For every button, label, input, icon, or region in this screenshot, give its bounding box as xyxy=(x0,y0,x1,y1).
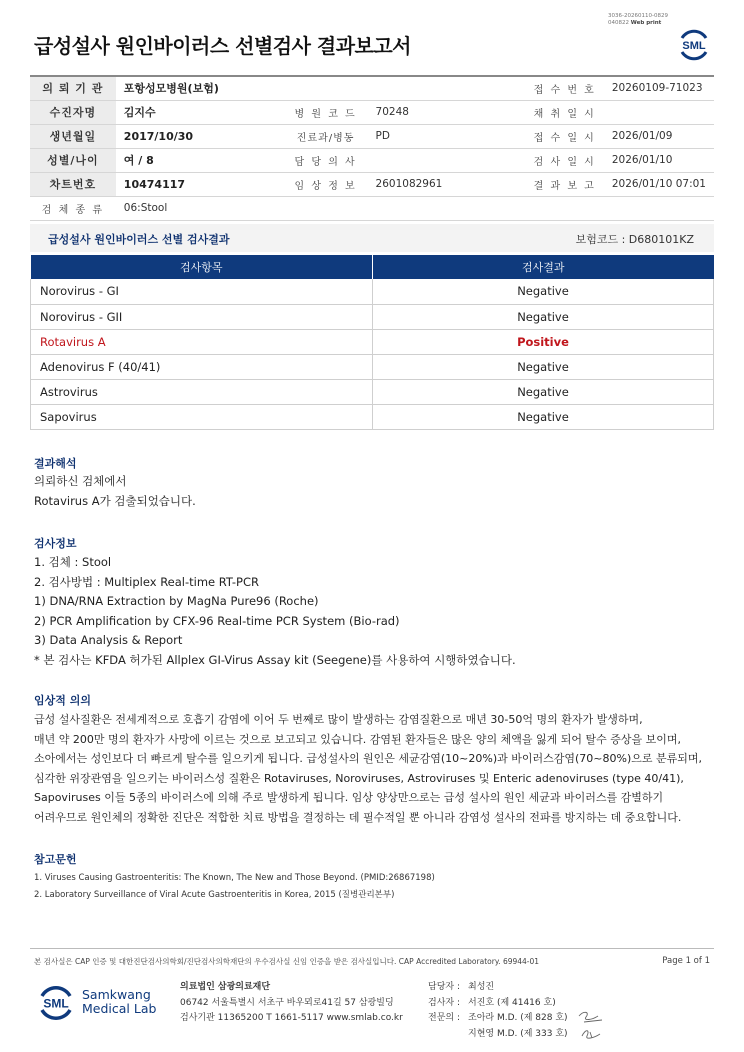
references-title: 참고문헌 xyxy=(34,853,77,866)
table-row xyxy=(31,354,714,379)
value-received-date: 2026/01/09 xyxy=(604,124,714,148)
value-patient-name: 김지수 xyxy=(116,100,284,124)
test-result: Negative xyxy=(373,404,714,429)
staff-row: 지현영 M.D. (제 333 호) xyxy=(468,1028,568,1039)
label-test-date: 검 사 일 시 xyxy=(526,148,604,172)
page-title: 급성설사 원인바이러스 선별검사 결과보고서 xyxy=(34,34,411,58)
label-clinical-info: 임 상 정 보 xyxy=(284,172,368,196)
label-department: 진료과/병동 xyxy=(284,124,368,148)
reference-item: 1. Viruses Causing Gastroenteritis: The Known, The New and Those Beyond. (PMID:26867198) xyxy=(34,873,435,883)
label-collection-date: 채 취 일 시 xyxy=(526,100,604,124)
staff-row: 전문의 : 조아라 M.D. (제 828 호) xyxy=(428,1013,568,1023)
test-info-line: 1) DNA/RNA Extraction by MagNa Pure96 (Roche) xyxy=(34,594,319,608)
test-result: Negative xyxy=(373,379,714,404)
svg-text:SML: SML xyxy=(43,996,69,1011)
print-code xyxy=(608,13,668,27)
clinical-line: Sapoviruses 이들 5종의 바이러스에 의해 주로 발생하게 됩니다. 임상 양상만으로는 급성 설사의 원인 세균과 바이러스를 감별하기 xyxy=(34,791,664,804)
info-row xyxy=(30,196,714,220)
insurance-code: 보험코드 : D680101KZ xyxy=(575,233,694,246)
info-row xyxy=(30,172,714,196)
label-specimen: 검 체 종 류 xyxy=(30,196,116,220)
references-list xyxy=(34,870,435,904)
results-section-title: 급성설사 원인바이러스 선별 검사결과 xyxy=(48,233,230,246)
table-row xyxy=(31,379,714,404)
interpretation-title: 결과해석 xyxy=(34,457,77,470)
value-hospital-code: 70248 xyxy=(368,100,526,124)
clinical-title: 임상적 의의 xyxy=(34,694,91,707)
test-item: Rotavirus A xyxy=(31,329,373,354)
interpretation-line: 의뢰하신 검체에서 xyxy=(34,474,127,488)
clinical-line: 어려우므로 원인체의 정확한 진단은 적합한 치료 방법을 결정하는 데 필수적일 뿐 아니라 감염성 설사의 전파를 방지하는 데 중요합니다. xyxy=(34,810,682,824)
test-result: Negative xyxy=(373,279,714,304)
col-header-result: 검사결과 xyxy=(373,255,714,279)
label-chart-no: 차트번호 xyxy=(30,172,116,196)
value-test-date: 2026/01/10 xyxy=(604,148,714,172)
clinical-line: 심각한 위장관염을 일으키는 바이러스성 질환은 Rotaviruses, Noroviruses, Astroviruses 및 Enteric adenoviruses (type 40/41), xyxy=(34,771,684,785)
sml-logo-icon xyxy=(36,983,76,1023)
reference-item: 2. Laboratory Surveillance of Viral Acute Gastroenteritis in Korea, 2015 (질병관리본부) xyxy=(34,890,395,900)
accreditation-note: 본 검사실은 CAP 인증 및 대한진단검사의학회/진단검사의학재단의 우수검사실 신임 인증을 받은 검사실입니다. CAP Accredited Laboratory. 69944-01 xyxy=(34,957,540,966)
test-info-line: 1. 검체 : Stool xyxy=(34,555,112,569)
value-doctor xyxy=(368,148,526,172)
test-info-line: 2. 검사방법 : Multiplex Real-time RT-PCR xyxy=(34,574,259,589)
signature-icon xyxy=(576,1008,612,1042)
value-chart-no: 10474117 xyxy=(116,172,284,196)
clinical-text xyxy=(34,710,702,827)
value-sex-age: 여 / 8 xyxy=(116,148,284,172)
label-receipt-no: 접 수 번 호 xyxy=(526,76,604,100)
label-doctor: 담 당 의 사 xyxy=(284,148,368,172)
staff-list xyxy=(428,980,568,1042)
label-requester: 의 뢰 기 관 xyxy=(30,76,116,100)
test-info-text xyxy=(34,553,516,670)
interpretation-line: Rotavirus A가 검출되었습니다. xyxy=(34,493,196,508)
label-received-date: 접 수 일 시 xyxy=(526,124,604,148)
org-address: 06742 서울특별시 서초구 바우뫼로41길 57 삼광빌딩 xyxy=(180,997,394,1008)
table-row xyxy=(31,304,714,329)
test-info-line: * 본 검사는 KFDA 허가된 Allplex GI-Virus Assay kit (Seegene)를 사용하여 시행하였습니다. xyxy=(34,652,516,667)
interpretation-text xyxy=(34,472,196,511)
patient-info-table xyxy=(30,75,714,221)
info-row xyxy=(30,100,714,124)
test-result: Negative xyxy=(373,354,714,379)
results-header-row xyxy=(31,255,714,279)
table-row-positive xyxy=(31,329,714,354)
test-item: Adenovirus F (40/41) xyxy=(31,354,373,379)
org-contact: 검사기관 11365200 T 1661-5117 www.smlab.co.kr xyxy=(180,1013,403,1023)
label-sex-age: 성별/나이 xyxy=(30,148,116,172)
svg-text:SML: SML xyxy=(682,40,706,52)
clinical-line: 매년 약 200만 명의 환자가 사망에 이르는 것으로 보고되고 있습니다. 감염된 환자들은 많은 양의 체액을 잃게 되어 탈수 증상을 보이며, xyxy=(34,732,681,746)
page-number: Page 1 of 1 xyxy=(662,956,710,966)
staff-row: 검사자 : 서진호 (제 41416 호) xyxy=(428,997,556,1008)
organization-info xyxy=(180,980,403,1027)
info-row xyxy=(30,124,714,148)
value-birthdate: 2017/10/30 xyxy=(116,124,284,148)
label-hospital-code: 병 원 코 드 xyxy=(284,100,368,124)
results-table xyxy=(30,255,714,430)
staff-row: 담당자 : 최성진 xyxy=(428,982,495,992)
test-item: Norovirus - GII xyxy=(31,304,373,329)
sml-logo-icon xyxy=(676,24,712,66)
value-report-date: 2026/01/10 07:01 xyxy=(604,172,714,196)
test-result: Negative xyxy=(373,304,714,329)
table-row xyxy=(31,279,714,304)
label-birthdate: 생년월일 xyxy=(30,124,116,148)
test-item: Sapovirus xyxy=(31,404,373,429)
test-info-title: 검사정보 xyxy=(34,537,77,550)
test-result: Positive xyxy=(373,329,714,354)
value-collection-date xyxy=(604,100,714,124)
results-section-header xyxy=(30,224,714,252)
label-report-date: 결 과 보 고 xyxy=(526,172,604,196)
clinical-line: 급성 설사질환은 전세계적으로 호흡기 감염에 이어 두 번째로 많이 발생하는 감염질환으로 매년 30-50억 명의 환자가 발생하며, xyxy=(34,713,643,726)
brand-line: Medical Lab xyxy=(82,1001,157,1016)
brand-line: Samkwang xyxy=(82,987,151,1002)
test-info-line: 2) PCR Amplification by CFX-96 Real-time PCR System (Bio-rad) xyxy=(34,613,400,628)
test-info-line: 3) Data Analysis & Report xyxy=(34,633,183,647)
test-item: Norovirus - GI xyxy=(31,279,373,304)
label-patient-name: 수진자명 xyxy=(30,100,116,124)
value-receipt-no: 20260109-71023 xyxy=(604,76,714,100)
print-code-line2: 040822 Web print xyxy=(608,20,662,26)
value-clinical-info: 2601082961 xyxy=(368,172,526,196)
col-header-item: 검사항목 xyxy=(31,255,373,279)
info-row xyxy=(30,148,714,172)
test-item: Astrovirus xyxy=(31,379,373,404)
print-code-line1: 3036-20260110-0829 xyxy=(608,13,668,19)
value-requester: 포항성모병원(보험) xyxy=(116,76,526,100)
brand-name xyxy=(82,988,156,1016)
value-specimen: 06:Stool xyxy=(116,196,714,220)
info-row xyxy=(30,76,714,100)
org-name: 의료법인 삼광의료재단 xyxy=(180,982,271,992)
table-row xyxy=(31,404,714,429)
clinical-line: 소아에서는 성인보다 더 빠르게 탈수를 일으키게 됩니다. 급성설사의 원인은 세균감염(10~20%)과 바이러스감염(70~80%)으로 분류되며, xyxy=(34,752,702,765)
footer-divider xyxy=(30,948,714,949)
value-department: PD xyxy=(368,124,526,148)
